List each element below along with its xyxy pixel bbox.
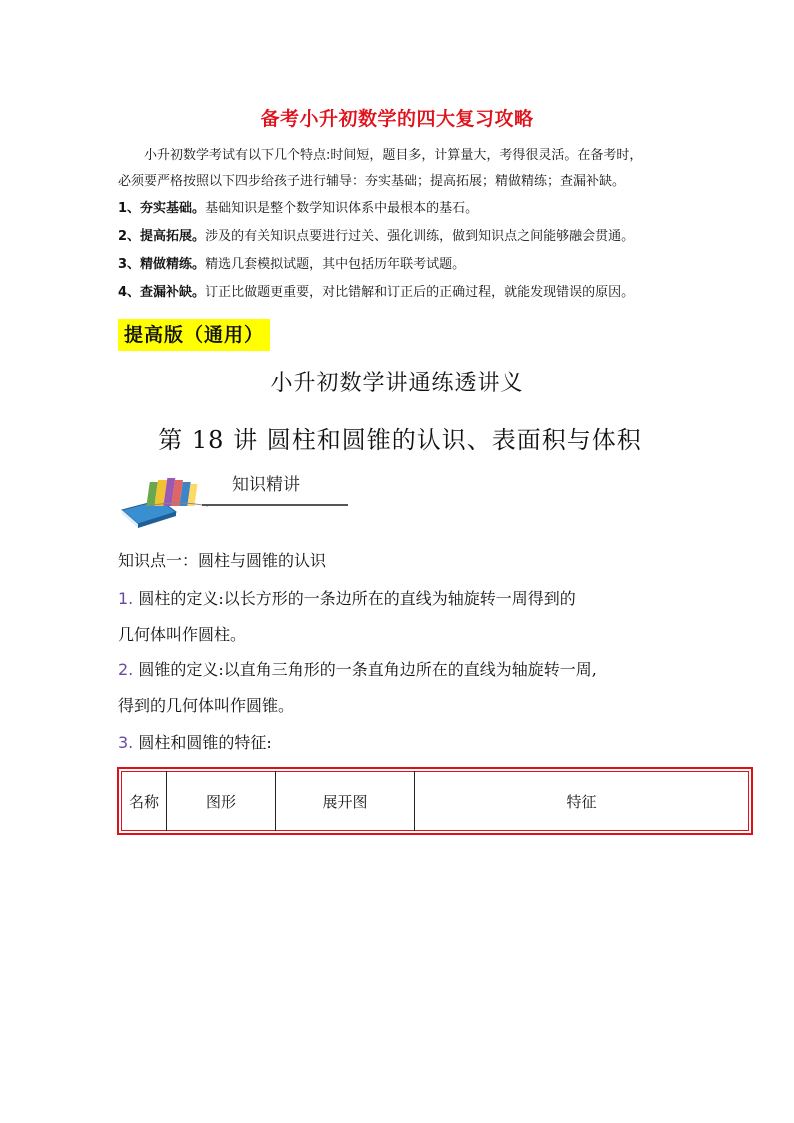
definition-item: [118, 652, 698, 724]
section-banner: [118, 466, 348, 528]
books-icon: [118, 466, 218, 528]
tip-text: 订正比做题更重要，对比错解和订正后的正确过程，就能发现错误的原因。: [205, 285, 635, 300]
tip-number: 2、: [118, 229, 141, 244]
table-header-row: [122, 772, 749, 831]
table-header-cell: 名称: [128, 792, 159, 811]
definition-text: 圆柱和圆锥的特征:: [138, 733, 272, 752]
tip-text: 基础知识是整个数学知识体系中最根本的基石。: [205, 201, 479, 216]
definition-number: 1.: [118, 589, 134, 608]
definition-text: 圆锥的定义:以直角三角形的一条直角边所在的直线为轴旋转一周,: [138, 660, 597, 679]
doc-title: 备考小升初数学的四大复习攻略: [260, 108, 534, 130]
tip-text: 精选几套模拟试题，其中包括历年联考试题。: [205, 257, 466, 272]
chapter-title: 第 18 讲 圆柱和圆锥的认识、表面积与体积: [158, 426, 642, 454]
edition-badge: 提高版（通用）: [118, 319, 270, 351]
definition-item: [118, 581, 698, 653]
tip-heading: 精做精练。: [140, 257, 206, 272]
definition-text-cont: 得到的几何体叫作圆锥。: [118, 696, 295, 715]
intro-line-2: 必须要严格按照以下四步给孩子进行辅导：夯实基础；提高拓展；精做精练；查漏补缺。: [118, 174, 626, 189]
definition-text-cont: 几何体叫作圆柱。: [118, 625, 247, 644]
tip-item: [118, 255, 718, 275]
knowledge-point-title: 知识点一：圆柱与圆锥的认识: [118, 551, 327, 570]
section-rule: [202, 504, 348, 506]
definition-number: 2.: [118, 660, 134, 679]
tip-number: 1、: [118, 201, 141, 216]
definition-number: 3.: [118, 733, 134, 752]
table-header-cell: 特征: [415, 772, 749, 831]
intro-paragraph: [118, 143, 688, 195]
table-header-cell: 展开图: [276, 772, 415, 831]
section-label: 知识精讲: [232, 475, 300, 495]
tip-number: 3、: [118, 257, 141, 272]
tip-heading: 查漏补缺。: [140, 285, 206, 300]
tip-text: 涉及的有关知识点要进行过关、强化训练，做到知识点之间能够融会贯通。: [205, 229, 635, 244]
table-header-cell: 图形: [167, 772, 276, 831]
tip-heading: 夯实基础。: [140, 201, 206, 216]
tip-number: 4、: [118, 285, 141, 300]
tip-item: [118, 283, 718, 303]
definition-item: [118, 725, 698, 761]
lecture-title: 小升初数学讲通练透讲义: [270, 371, 524, 396]
tip-heading: 提高拓展。: [140, 229, 206, 244]
feature-table: [117, 767, 753, 835]
tip-item: [118, 199, 718, 219]
tip-item: [118, 227, 718, 247]
intro-line-1: 小升初数学考试有以下几个特点:时间短，题目多，计算量大，考得很灵活。在备考时，: [144, 148, 643, 163]
definition-text: 圆柱的定义:以长方形的一条边所在的直线为轴旋转一周得到的: [138, 589, 576, 608]
